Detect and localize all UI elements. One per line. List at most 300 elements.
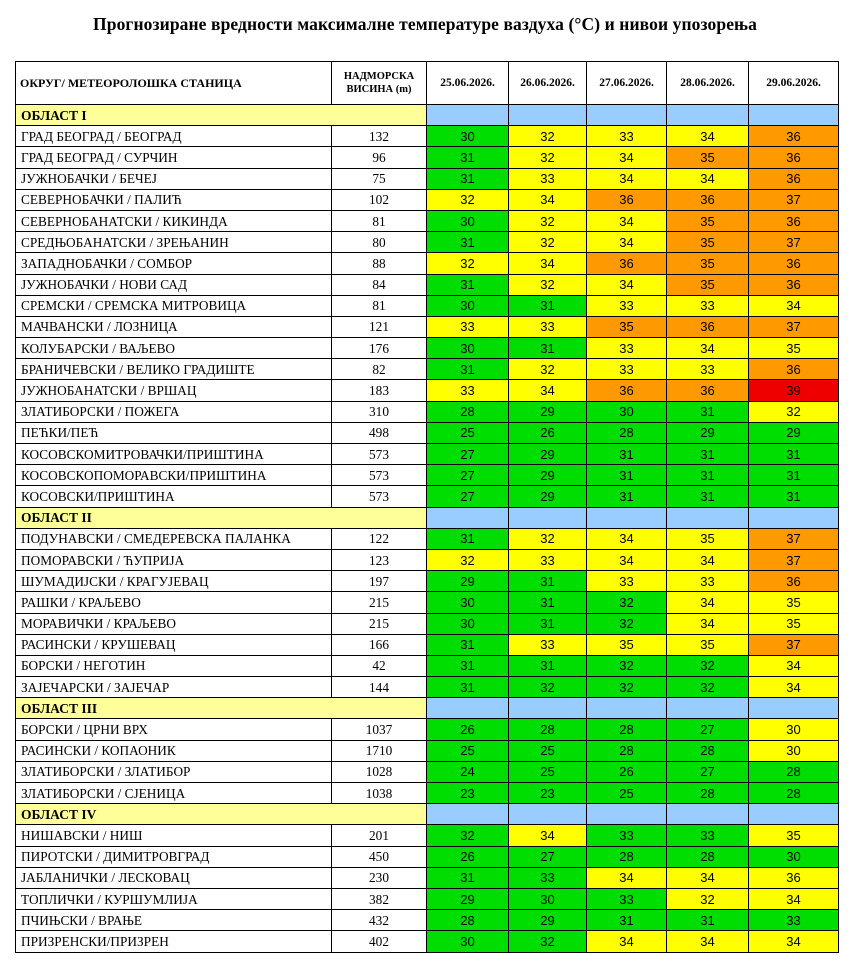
temperature-cell: 23 [509, 783, 587, 804]
temperature-cell: 35 [587, 634, 667, 655]
temperature-cell: 33 [749, 910, 839, 931]
region-name: ОБЛАСТ I [16, 105, 427, 126]
temperature-cell: 30 [427, 126, 509, 147]
station-name: ГРАД БЕОГРАД / СУРЧИН [16, 147, 332, 168]
station-name: ПИРОТСКИ / ДИМИТРОВГРАД [16, 846, 332, 867]
temperature-cell: 32 [509, 147, 587, 168]
date-column-header: 26.06.2026. [509, 62, 587, 105]
temperature-cell: 32 [667, 655, 749, 676]
temperature-cell: 32 [587, 677, 667, 698]
temperature-cell: 30 [427, 613, 509, 634]
temperature-cell: 26 [427, 719, 509, 740]
temperature-cell: 36 [667, 316, 749, 337]
station-altitude: 215 [332, 613, 427, 634]
table-row [16, 931, 839, 952]
table-row [16, 740, 839, 761]
station-name: ЗЛАТИБОРСКИ / СЈЕНИЦА [16, 783, 332, 804]
temperature-cell: 28 [587, 846, 667, 867]
station-altitude: 144 [332, 677, 427, 698]
station-name: БОРСКИ / НЕГОТИН [16, 655, 332, 676]
table-row [16, 677, 839, 698]
table-row [16, 189, 839, 210]
temperature-cell: 34 [587, 528, 667, 549]
temperature-cell: 37 [749, 549, 839, 570]
temperature-cell: 34 [749, 677, 839, 698]
table-row [16, 210, 839, 231]
temperature-cell: 32 [587, 592, 667, 613]
station-altitude: 81 [332, 210, 427, 231]
temperature-cell: 30 [749, 740, 839, 761]
region-band-cell [509, 105, 587, 126]
table-row [16, 613, 839, 634]
temperature-cell: 36 [587, 189, 667, 210]
station-name: ЈУЖНОБАНАТСКИ / ВРШАЦ [16, 380, 332, 401]
temperature-cell: 34 [509, 825, 587, 846]
temperature-cell: 35 [667, 147, 749, 168]
temperature-cell: 33 [667, 571, 749, 592]
temperature-cell: 30 [587, 401, 667, 422]
region-band-cell [667, 804, 749, 825]
temperature-cell: 36 [749, 867, 839, 888]
temperature-cell: 31 [427, 634, 509, 655]
region-name: ОБЛАСТ II [16, 507, 427, 528]
temperature-cell: 34 [587, 867, 667, 888]
region-band-cell [667, 507, 749, 528]
station-name: ПОДУНАВСКИ / СМЕДЕРЕВСКА ПАЛАНКА [16, 528, 332, 549]
temperature-cell: 31 [749, 486, 839, 507]
temperature-cell: 31 [509, 613, 587, 634]
temperature-cell: 28 [427, 401, 509, 422]
temperature-cell: 33 [587, 126, 667, 147]
date-column-header: 29.06.2026. [749, 62, 839, 105]
temperature-cell: 37 [749, 189, 839, 210]
temperature-cell: 34 [749, 295, 839, 316]
temperature-cell: 36 [749, 126, 839, 147]
temperature-cell: 35 [749, 592, 839, 613]
station-altitude: 201 [332, 825, 427, 846]
station-name: ЈАБЛАНИЧКИ / ЛЕСКОВАЦ [16, 867, 332, 888]
station-altitude: 88 [332, 253, 427, 274]
temperature-cell: 35 [667, 528, 749, 549]
table-row [16, 147, 839, 168]
temperature-cell: 26 [509, 422, 587, 443]
temperature-cell: 33 [667, 295, 749, 316]
station-name: ЗАПАДНОБАЧКИ / СОМБОР [16, 253, 332, 274]
station-name: ПРИЗРЕНСКИ/ПРИЗРЕН [16, 931, 332, 952]
region-band-cell [749, 698, 839, 719]
table-row [16, 592, 839, 613]
table-row [16, 295, 839, 316]
temperature-cell: 30 [427, 295, 509, 316]
temperature-cell: 27 [427, 444, 509, 465]
temperature-cell: 27 [667, 761, 749, 782]
region-band-cell [509, 804, 587, 825]
station-altitude: 132 [332, 126, 427, 147]
region-band-cell [427, 804, 509, 825]
temperature-cell: 35 [667, 253, 749, 274]
table-row [16, 253, 839, 274]
table-row [16, 401, 839, 422]
station-altitude: 402 [332, 931, 427, 952]
table-row [16, 825, 839, 846]
station-altitude: 42 [332, 655, 427, 676]
station-name: ПЧИЊСКИ / ВРАЊЕ [16, 910, 332, 931]
table-row [16, 910, 839, 931]
temperature-cell: 32 [667, 677, 749, 698]
table-row [16, 846, 839, 867]
temperature-cell: 27 [509, 846, 587, 867]
page-title: Прогнозиране вредности максималне температуре ваздуха (°C) и нивои упозорења [93, 14, 757, 34]
temperature-cell: 31 [509, 338, 587, 359]
table-row [16, 528, 839, 549]
table-row [16, 549, 839, 570]
temperature-cell: 26 [427, 846, 509, 867]
station-altitude: 81 [332, 295, 427, 316]
temperature-cell: 34 [587, 931, 667, 952]
temperature-cell: 36 [749, 571, 839, 592]
temperature-cell: 25 [427, 740, 509, 761]
temperature-cell: 30 [427, 210, 509, 231]
temperature-cell: 34 [667, 931, 749, 952]
table-row [16, 888, 839, 909]
temperature-cell: 34 [587, 147, 667, 168]
region-band-cell [427, 105, 509, 126]
temperature-cell: 34 [667, 126, 749, 147]
station-altitude: 1037 [332, 719, 427, 740]
station-name: ШУМАДИЈСКИ / КРАГУЈЕВАЦ [16, 571, 332, 592]
station-altitude: 75 [332, 168, 427, 189]
header-row [16, 62, 839, 105]
temperature-cell: 34 [749, 931, 839, 952]
region-band-cell [587, 105, 667, 126]
temperature-cell: 32 [509, 528, 587, 549]
station-name: ЗАЈЕЧАРСКИ / ЗАЈЕЧАР [16, 677, 332, 698]
temperature-cell: 33 [667, 359, 749, 380]
station-name: КОЛУБАРСКИ / ВАЉЕВО [16, 338, 332, 359]
region-band-cell [667, 105, 749, 126]
temperature-cell: 30 [427, 592, 509, 613]
station-name: СРЕМСКИ / СРЕМСКА МИТРОВИЦА [16, 295, 332, 316]
station-altitude: 498 [332, 422, 427, 443]
station-name: РАСИНСКИ / КРУШЕВАЦ [16, 634, 332, 655]
temperature-cell: 33 [509, 634, 587, 655]
temperature-cell: 36 [749, 359, 839, 380]
temperature-cell: 24 [427, 761, 509, 782]
station-name: ЈУЖНОБАЧКИ / БЕЧЕЈ [16, 168, 332, 189]
temperature-cell: 31 [587, 910, 667, 931]
temperature-cell: 30 [427, 931, 509, 952]
temperature-cell: 31 [427, 655, 509, 676]
table-row [16, 444, 839, 465]
temperature-cell: 31 [427, 147, 509, 168]
temperature-cell: 34 [667, 592, 749, 613]
station-altitude: 176 [332, 338, 427, 359]
temperature-cell: 32 [427, 825, 509, 846]
temperature-cell: 31 [749, 444, 839, 465]
station-altitude: 96 [332, 147, 427, 168]
temperature-cell: 29 [509, 401, 587, 422]
station-altitude: 450 [332, 846, 427, 867]
table-row [16, 571, 839, 592]
temperature-cell: 33 [587, 295, 667, 316]
temperature-cell: 37 [749, 232, 839, 253]
temperature-cell: 31 [509, 655, 587, 676]
station-altitude: 310 [332, 401, 427, 422]
temperature-cell: 31 [587, 486, 667, 507]
table-row [16, 719, 839, 740]
temperature-cell: 31 [667, 401, 749, 422]
region-name: ОБЛАСТ IV [16, 804, 427, 825]
temperature-cell: 36 [749, 147, 839, 168]
temperature-cell: 26 [587, 761, 667, 782]
temperature-cell: 31 [509, 571, 587, 592]
region-header-row [16, 105, 839, 126]
region-band-cell [587, 698, 667, 719]
table-row [16, 126, 839, 147]
station-altitude: 102 [332, 189, 427, 210]
temperature-cell: 29 [667, 422, 749, 443]
temperature-cell: 34 [667, 867, 749, 888]
temperature-cell: 28 [667, 846, 749, 867]
temperature-cell: 23 [427, 783, 509, 804]
temperature-cell: 39 [749, 380, 839, 401]
temperature-cell: 31 [667, 444, 749, 465]
temperature-cell: 32 [509, 210, 587, 231]
station-name: РАШКИ / КРАЉЕВО [16, 592, 332, 613]
station-altitude: 197 [332, 571, 427, 592]
table-row [16, 359, 839, 380]
station-name: ТОПЛИЧКИ / КУРШУМЛИЈА [16, 888, 332, 909]
temperature-cell: 35 [667, 210, 749, 231]
forecast-table [15, 61, 839, 953]
station-altitude: 382 [332, 888, 427, 909]
temperature-cell: 32 [509, 931, 587, 952]
station-altitude: 230 [332, 867, 427, 888]
temperature-cell: 33 [427, 316, 509, 337]
temperature-cell: 25 [509, 740, 587, 761]
region-band-cell [509, 507, 587, 528]
temperature-cell: 35 [667, 274, 749, 295]
temperature-cell: 31 [427, 274, 509, 295]
temperature-cell: 34 [749, 888, 839, 909]
region-band-cell [749, 804, 839, 825]
temperature-cell: 28 [587, 740, 667, 761]
altitude-header-line1: НАДМОРСКА [343, 71, 415, 82]
temperature-cell: 28 [427, 910, 509, 931]
temperature-cell: 37 [749, 634, 839, 655]
station-altitude: 82 [332, 359, 427, 380]
region-band-cell [427, 698, 509, 719]
temperature-cell: 31 [427, 677, 509, 698]
table-row [16, 761, 839, 782]
temperature-cell: 34 [509, 253, 587, 274]
temperature-cell: 25 [587, 783, 667, 804]
station-altitude: 573 [332, 465, 427, 486]
temperature-cell: 34 [667, 613, 749, 634]
temperature-cell: 33 [587, 338, 667, 359]
temperature-cell: 37 [749, 316, 839, 337]
temperature-cell: 31 [427, 528, 509, 549]
temperature-cell: 27 [427, 465, 509, 486]
date-column-header: 27.06.2026. [587, 62, 667, 105]
temperature-cell: 35 [749, 825, 839, 846]
temperature-cell: 34 [509, 380, 587, 401]
temperature-cell: 34 [667, 549, 749, 570]
temperature-cell: 28 [509, 719, 587, 740]
temperature-cell: 32 [667, 888, 749, 909]
station-name: БОРСКИ / ЦРНИ ВРХ [16, 719, 332, 740]
station-name: КОСОВСКОПОМОРАВСКИ/ПРИШТИНА [16, 465, 332, 486]
temperature-cell: 29 [509, 910, 587, 931]
temperature-cell: 30 [749, 719, 839, 740]
temperature-cell: 31 [427, 232, 509, 253]
station-name: РАСИНСКИ / КОПАОНИК [16, 740, 332, 761]
station-name: ПЕЋКИ/ПЕЋ [16, 422, 332, 443]
temperature-cell: 25 [427, 422, 509, 443]
temperature-cell: 34 [587, 274, 667, 295]
station-altitude: 432 [332, 910, 427, 931]
temperature-cell: 29 [509, 486, 587, 507]
region-band-cell [427, 507, 509, 528]
temperature-cell: 27 [427, 486, 509, 507]
table-body [16, 105, 839, 953]
temperature-cell: 29 [509, 444, 587, 465]
station-name: СЕВЕРНОБАНАТСКИ / КИКИНДА [16, 210, 332, 231]
temperature-cell: 34 [667, 168, 749, 189]
table-row [16, 465, 839, 486]
temperature-cell: 34 [587, 210, 667, 231]
table-row [16, 867, 839, 888]
altitude-header-line2: ВИСИНА (m) [346, 84, 412, 95]
altitude-column-header [332, 62, 427, 105]
temperature-cell: 33 [509, 549, 587, 570]
temperature-cell: 34 [509, 189, 587, 210]
station-name: ГРАД БЕОГРАД / БЕОГРАД [16, 126, 332, 147]
temperature-cell: 29 [749, 422, 839, 443]
temperature-cell: 31 [749, 465, 839, 486]
temperature-cell: 35 [667, 634, 749, 655]
temperature-cell: 36 [749, 253, 839, 274]
station-name: СРЕДЊОБАНАТСКИ / ЗРЕЊАНИН [16, 232, 332, 253]
temperature-cell: 32 [509, 359, 587, 380]
temperature-cell: 35 [749, 613, 839, 634]
station-name: МАЧВАНСКИ / ЛОЗНИЦА [16, 316, 332, 337]
region-header-row [16, 804, 839, 825]
temperature-cell: 33 [587, 571, 667, 592]
table-row [16, 783, 839, 804]
station-name: ЗЛАТИБОРСКИ / ЗЛАТИБОР [16, 761, 332, 782]
temperature-cell: 31 [667, 465, 749, 486]
temperature-cell: 28 [667, 783, 749, 804]
temperature-cell: 35 [587, 316, 667, 337]
temperature-cell: 31 [509, 592, 587, 613]
temperature-cell: 32 [427, 253, 509, 274]
temperature-cell: 25 [509, 761, 587, 782]
temperature-cell: 31 [427, 867, 509, 888]
temperature-cell: 33 [427, 380, 509, 401]
region-band-cell [509, 698, 587, 719]
temperature-cell: 34 [587, 232, 667, 253]
temperature-cell: 32 [749, 401, 839, 422]
date-column-header: 25.06.2026. [427, 62, 509, 105]
temperature-cell: 36 [749, 168, 839, 189]
region-band-cell [749, 105, 839, 126]
temperature-cell: 35 [667, 232, 749, 253]
station-name: ПОМОРАВСКИ / ЋУПРИЈА [16, 549, 332, 570]
table-row [16, 232, 839, 253]
temperature-cell: 35 [749, 338, 839, 359]
station-name: ЈУЖНОБАЧКИ / НОВИ САД [16, 274, 332, 295]
station-altitude: 121 [332, 316, 427, 337]
temperature-cell: 34 [749, 655, 839, 676]
temperature-cell: 28 [587, 422, 667, 443]
station-altitude: 80 [332, 232, 427, 253]
table-row [16, 316, 839, 337]
station-column-header: ОКРУГ/ МЕТЕОРОЛОШКА СТАНИЦА [16, 62, 332, 105]
station-name: КОСОВСКОМИТРОВАЧКИ/ПРИШТИНА [16, 444, 332, 465]
region-header-row [16, 507, 839, 528]
temperature-cell: 32 [587, 655, 667, 676]
temperature-cell: 36 [587, 380, 667, 401]
temperature-cell: 31 [667, 486, 749, 507]
station-altitude: 1028 [332, 761, 427, 782]
temperature-cell: 32 [427, 189, 509, 210]
temperature-cell: 29 [427, 571, 509, 592]
temperature-cell: 31 [509, 295, 587, 316]
station-altitude: 123 [332, 549, 427, 570]
table-row [16, 655, 839, 676]
temperature-cell: 36 [749, 274, 839, 295]
temperature-cell: 33 [587, 888, 667, 909]
temperature-cell: 36 [749, 210, 839, 231]
temperature-cell: 34 [667, 338, 749, 359]
temperature-cell: 29 [509, 465, 587, 486]
station-name: НИШАВСКИ / НИШ [16, 825, 332, 846]
temperature-cell: 34 [587, 168, 667, 189]
temperature-cell: 27 [667, 719, 749, 740]
temperature-cell: 30 [749, 846, 839, 867]
temperature-cell: 32 [509, 126, 587, 147]
temperature-cell: 33 [667, 825, 749, 846]
temperature-cell: 36 [667, 380, 749, 401]
table-row [16, 380, 839, 401]
temperature-cell: 28 [587, 719, 667, 740]
station-altitude: 183 [332, 380, 427, 401]
station-name: ЗЛАТИБОРСКИ / ПОЖЕГА [16, 401, 332, 422]
temperature-cell: 36 [667, 189, 749, 210]
temperature-cell: 36 [587, 253, 667, 274]
table-row [16, 338, 839, 359]
station-name: СЕВЕРНОБАЧКИ / ПАЛИЋ [16, 189, 332, 210]
station-altitude: 1038 [332, 783, 427, 804]
temperature-cell: 32 [587, 613, 667, 634]
station-altitude: 84 [332, 274, 427, 295]
temperature-cell: 31 [427, 168, 509, 189]
temperature-cell: 28 [667, 740, 749, 761]
region-header-row [16, 698, 839, 719]
temperature-cell: 33 [587, 359, 667, 380]
temperature-cell: 32 [509, 274, 587, 295]
table-row [16, 422, 839, 443]
station-name: МОРАВИЧКИ / КРАЉЕВО [16, 613, 332, 634]
station-altitude: 122 [332, 528, 427, 549]
temperature-cell: 29 [427, 888, 509, 909]
table-row [16, 634, 839, 655]
temperature-cell: 32 [427, 549, 509, 570]
temperature-cell: 31 [427, 359, 509, 380]
temperature-cell: 33 [509, 168, 587, 189]
temperature-cell: 33 [509, 867, 587, 888]
